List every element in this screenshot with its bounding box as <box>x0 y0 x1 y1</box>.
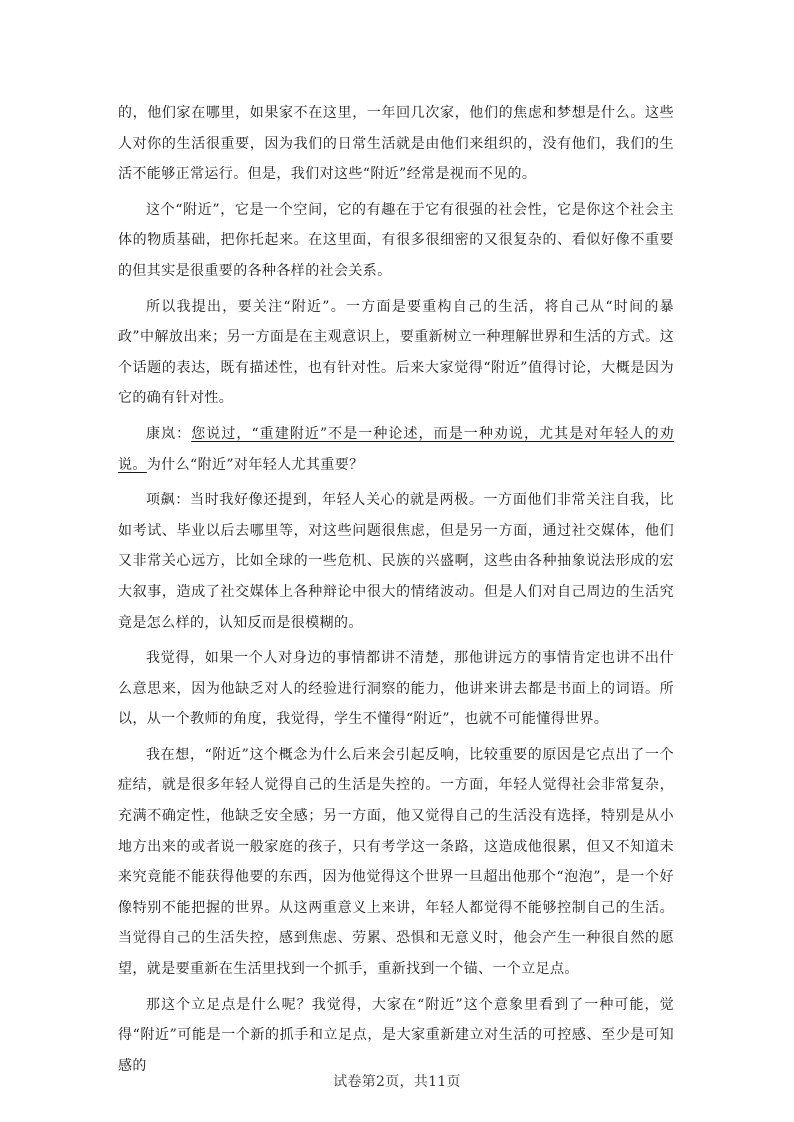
question-text: 为什么“附近”对年轻人尤其重要？ <box>146 456 364 473</box>
paragraph-1: 的，他们家在哪里，如果家不在这里，一年回几次家，他们的焦虑和梦想是什么。这些人对你的生活很重要，因为我们的日常生活就是由他们来组织的，没有他们，我们的生活不能够正常运行。但是，我们对这些“附近”经常是视而不见的。 <box>118 105 674 183</box>
paragraph-2: 这个“附近”，它是一个空间，它的有趣在于它有很强的社会性，它是你这个社会主体的物质基础，把你托起来。在这里面，有很多很细密的又很复杂的、看似好像不重要的但其实是很重要的各种各样的社会关系。 <box>118 201 674 279</box>
paragraph-8: 那这个立足点是什么呢？我觉得，大家在“附近”这个意象里看到了一种可能，觉得“附近”可能是一个新的抓手和立足点，是大家重新建立对生活的可控感、至少是可知感的 <box>118 996 674 1074</box>
article-body <box>118 98 674 1086</box>
page-footer: 试卷第2页，共11页 <box>333 1074 461 1090</box>
paragraph-5: 项飙：当时我好像还提到，年轻人关心的就是两极。一方面他们非常关注自我，比如考试、毕业以后去哪里等，对这些问题很焦虑，但是另一方面，通过社交媒体，他们又非常关心远方，比如全球的一些危机、民族的兴盛啊，这些由各种抽象说法形成的宏大叙事，造成了社交媒体上各种辩论中很大的情绪波动。但是人们对自己周边的生活究竟是怎么样的，认知反而是很模糊的。 <box>118 492 674 631</box>
underlined-quote: 您说过，“重建附近”不是一种论述，而是一种劝说，尤其是对年轻人的劝说。 <box>118 425 675 473</box>
paragraph-6: 我觉得，如果一个人对身边的事情都讲不清楚，那他讲远方的事情肯定也讲不出什么意思来，因为他缺乏对人的经验进行洞察的能力，他讲来讲去都是书面上的词语。所以，从一个教师的角度，我觉得，学生不懂得“附近”，也就不可能懂得世界。 <box>118 650 674 728</box>
paragraph-3: 所以我提出，要关注“附近”。一方面是要重构自己的生活，将自己从“时间的暴政”中解放出来；另一方面是在主观意识上，要重新树立一种理解世界和生活的方式。这个话题的表达，既有描述性，也有针对性。后来大家觉得“附近”值得讨论，大概是因为它的确有针对性。 <box>118 298 674 407</box>
paragraph-7: 我在想，“附近”这个概念为什么后来会引起反响，比较重要的原因是它点出了一个症结，就是很多年轻人觉得自己的生活是失控的。一方面，年轻人觉得社会非常复杂，充满不确定性，他缺乏安全感；另一方面，他又觉得自己的生活没有选择，特别是从小地方出来的或者说一般家庭的孩子，只有考学这一条路，这造成他很累，但又不知道未来究竟能不能获得他要的东西，因为他觉得这个世界一旦超出他那个“泡泡”，是一个好像特别不能把握的世界。从这两重意义上来讲，年轻人都觉得不能够控制自己的生活。当觉得自己的生活失控，感到焦虑、劳累、恐惧和无意义时，他会产生一种很自然的愿望，就是要重新在生活里找到一个抓手，重新找到一个锚、一个立足点。 <box>118 746 674 978</box>
paragraph-question <box>118 419 674 480</box>
speaker-label: 康岚： <box>146 425 192 442</box>
